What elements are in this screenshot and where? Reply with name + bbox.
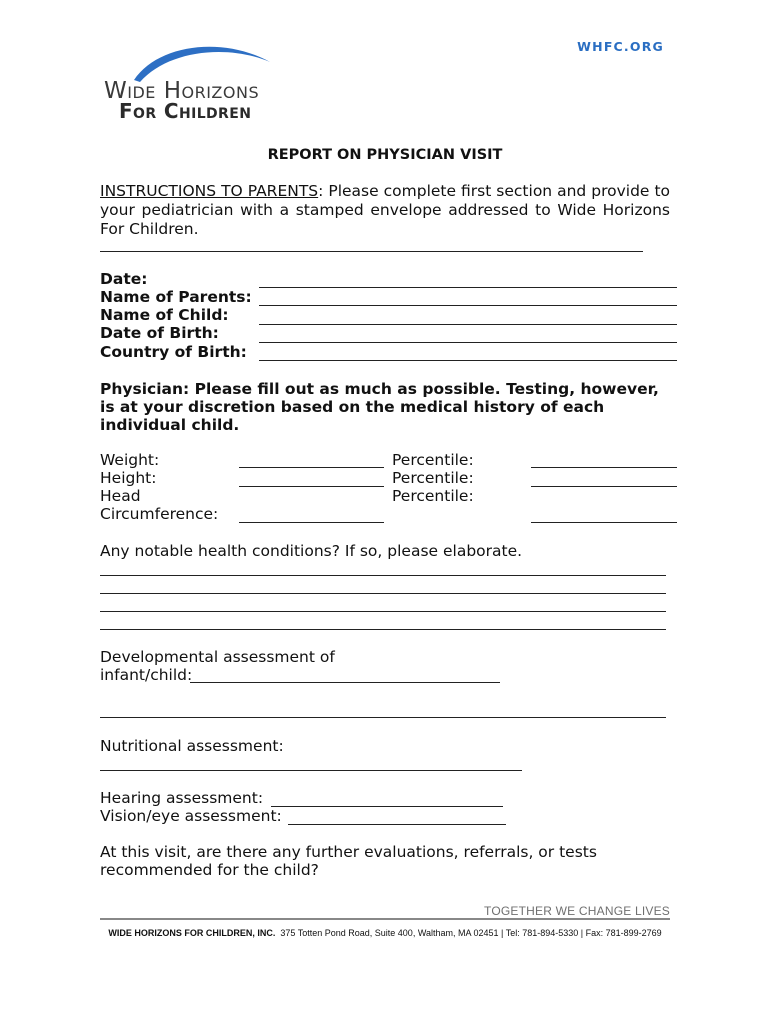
weight-percentile-label: Percentile: [392, 451, 474, 469]
footer-org-name: WIDE HORIZONS FOR CHILDREN, INC. [108, 928, 276, 938]
health-conditions-field-3[interactable] [100, 611, 666, 612]
nutritional-question: Nutritional assessment: [100, 737, 284, 755]
physician-instructions: Physician: Please fill out as much as possible. Testing, however, is at your discretion based on the medical history of each individual child. [100, 380, 659, 434]
further-evaluations-question-line2: recommended for the child? [100, 861, 319, 879]
weight-field[interactable] [239, 467, 384, 468]
developmental-field-2[interactable] [100, 717, 666, 718]
parents-name-field[interactable] [259, 305, 677, 306]
developmental-field-1[interactable] [190, 682, 500, 683]
height-field[interactable] [239, 486, 384, 487]
developmental-question-line1: Developmental assessment of [100, 648, 335, 666]
birth-country-label: Country of Birth: [100, 343, 247, 361]
vision-field[interactable] [288, 824, 506, 825]
head-percentile-field[interactable] [531, 522, 677, 523]
site-url[interactable]: WHFC.ORG [577, 39, 664, 54]
health-conditions-question: Any notable health conditions? If so, please elaborate. [100, 542, 523, 560]
birth-country-field[interactable] [259, 360, 677, 361]
instructions-text: : Please complete first section and provide to your pediatrician with a stamped envelope addressed to Wide Horizons For Children. [100, 182, 671, 238]
footer-tagline: TOGETHER WE CHANGE LIVES [484, 904, 670, 918]
logo-line1: Wide Horizons [104, 78, 260, 104]
instructions-paragraph [100, 182, 670, 239]
instructions-label: INSTRUCTIONS TO PARENTS [100, 182, 319, 200]
birth-date-field[interactable] [259, 342, 677, 343]
footer-divider [100, 918, 670, 920]
height-percentile-field[interactable] [531, 486, 677, 487]
birth-date-label: Date of Birth: [100, 324, 219, 342]
further-evaluations-question-line1: At this visit, are there any further evaluations, referrals, or tests [100, 843, 597, 861]
hearing-field[interactable] [271, 806, 503, 807]
logo-subtitle [119, 99, 251, 123]
child-name-field[interactable] [259, 324, 677, 325]
nutritional-field[interactable] [100, 770, 522, 771]
footer-address: 375 Totten Pond Road, Suite 400, Waltham, MA 02451 | Tel: 781-894-5330 | Fax: 781-899-2769 [280, 928, 662, 938]
vision-question: Vision/eye assessment: [100, 807, 282, 825]
date-label: Date: [100, 270, 148, 288]
health-conditions-field-2[interactable] [100, 593, 666, 594]
child-name-label: Name of Child: [100, 306, 229, 324]
logo-line2: For Children [119, 99, 252, 123]
height-percentile-label: Percentile: [392, 469, 474, 487]
head-circumference-field[interactable] [239, 522, 384, 523]
weight-percentile-field[interactable] [531, 467, 677, 468]
page-title: REPORT ON PHYSICIAN VISIT [267, 147, 503, 163]
section-divider [100, 251, 643, 252]
weight-label: Weight: [100, 451, 160, 469]
head-percentile-label: Percentile: [392, 487, 474, 505]
date-field[interactable] [259, 287, 677, 288]
height-label: Height: [100, 469, 157, 487]
circumference-label: Circumference: [100, 505, 219, 523]
developmental-question-line2: infant/child: [100, 666, 193, 684]
parents-name-label: Name of Parents: [100, 288, 252, 306]
hearing-question: Hearing assessment: [100, 789, 264, 807]
health-conditions-field-1[interactable] [100, 575, 666, 576]
footer-address-block [100, 928, 670, 939]
health-conditions-field-4[interactable] [100, 629, 666, 630]
head-label: Head [100, 487, 141, 505]
